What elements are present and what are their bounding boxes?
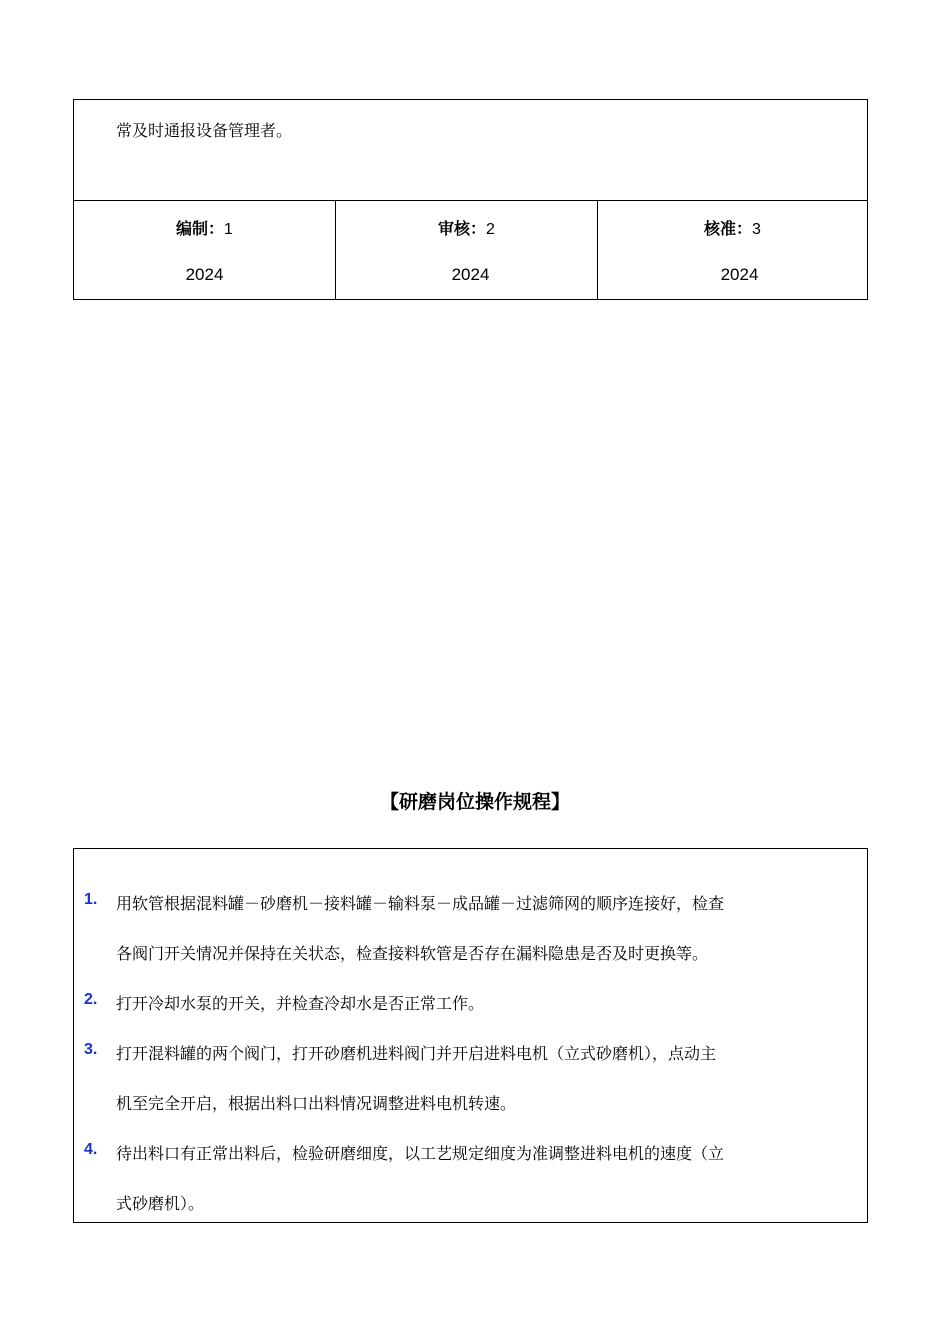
step-line: 待出料口有正常出料后，检验研磨细度，以工艺规定细度为准调整进料电机的速度（立	[116, 1144, 725, 1163]
signature-cell-reviewed	[336, 200, 598, 299]
step-number: 3.	[84, 1041, 98, 1058]
signature-label	[336, 216, 597, 239]
signature-value: 1	[224, 221, 233, 238]
step-number: 1.	[84, 891, 98, 908]
signature-year: 2024	[720, 265, 759, 284]
step-line: 用软管根据混料罐－砂磨机－接料罐－输料泵－成品罐－过滤筛网的顺序连接好，检查	[116, 894, 725, 913]
procedure-title: 【研磨岗位操作规程】	[379, 791, 570, 813]
step-number: 2.	[84, 991, 98, 1008]
signature-label-text: 审核：	[438, 219, 487, 238]
approval-table	[73, 99, 868, 300]
step-number: 4.	[84, 1141, 98, 1158]
step-line: 打开混料罐的两个阀门，打开砂磨机进料阀门并开启进料电机（立式砂磨机），点动主	[116, 1044, 717, 1063]
signature-year: 2024	[451, 265, 490, 284]
signature-year: 2024	[185, 265, 224, 284]
signature-value: 3	[752, 221, 761, 238]
step-line: 各阀门开关情况并保持在关状态，检查接料软管是否存在漏料隐患是否及时更换等。	[116, 944, 709, 963]
signature-label	[74, 216, 335, 239]
step-line: 机至完全开启，根据出料口出料情况调整进料电机转速。	[116, 1094, 517, 1113]
signature-cell-compiled	[74, 200, 336, 299]
step-line: 打开冷却水泵的开关，并检查冷却水是否正常工作。	[116, 994, 485, 1013]
continuation-text: 常及时通报设备管理者。	[116, 121, 293, 140]
signature-label-text: 编制：	[176, 219, 225, 238]
signature-label	[598, 216, 867, 239]
step-line: 式砂磨机）。	[116, 1194, 205, 1213]
signature-row	[74, 200, 867, 299]
signature-cell-approved	[598, 200, 867, 299]
signature-value: 2	[486, 221, 495, 238]
procedure-steps-box	[73, 848, 868, 1223]
continuation-row	[74, 100, 867, 201]
signature-label-text: 核准：	[704, 219, 753, 238]
